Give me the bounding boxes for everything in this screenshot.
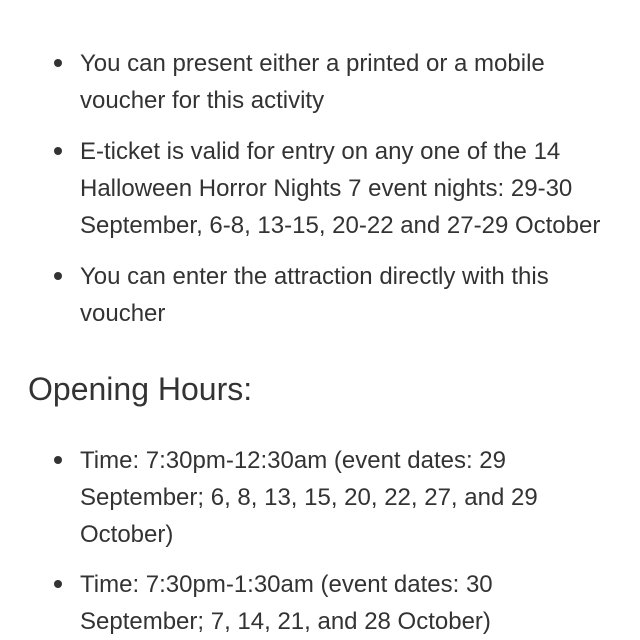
- list-item: [0, 133, 640, 244]
- list-item: [0, 442, 640, 553]
- bullet-icon: [54, 580, 62, 588]
- list-item-text: Time: 7:30pm-12:30am (event dates: 29 September; 6, 8, 13, 15, 20, 22, 27, and 29 October): [80, 447, 538, 548]
- list-item-text: E-ticket is valid for entry on any one of the 14 Halloween Horror Nights 7 event nights: 29-30 September, 6-8, 13-15, 20-22 and 27-29 October: [80, 138, 601, 239]
- list-item-text: Time: 7:30pm-1:30am (event dates: 30 September; 7, 14, 21, and 28 October): [80, 571, 493, 635]
- opening-hours-list: [0, 442, 640, 640]
- bullet-icon: [54, 456, 62, 464]
- opening-hours-heading: Opening Hours:: [28, 371, 253, 407]
- bullet-icon: [54, 59, 62, 67]
- bullet-icon: [54, 147, 62, 155]
- voucher-info-list: [0, 45, 640, 332]
- list-item: [0, 566, 640, 640]
- list-item-text: You can enter the attraction directly with this voucher: [80, 263, 549, 327]
- bullet-icon: [54, 272, 62, 280]
- list-item: [0, 45, 640, 119]
- list-item-text: You can present either a printed or a mobile voucher for this activity: [80, 50, 545, 114]
- list-item: [0, 258, 640, 332]
